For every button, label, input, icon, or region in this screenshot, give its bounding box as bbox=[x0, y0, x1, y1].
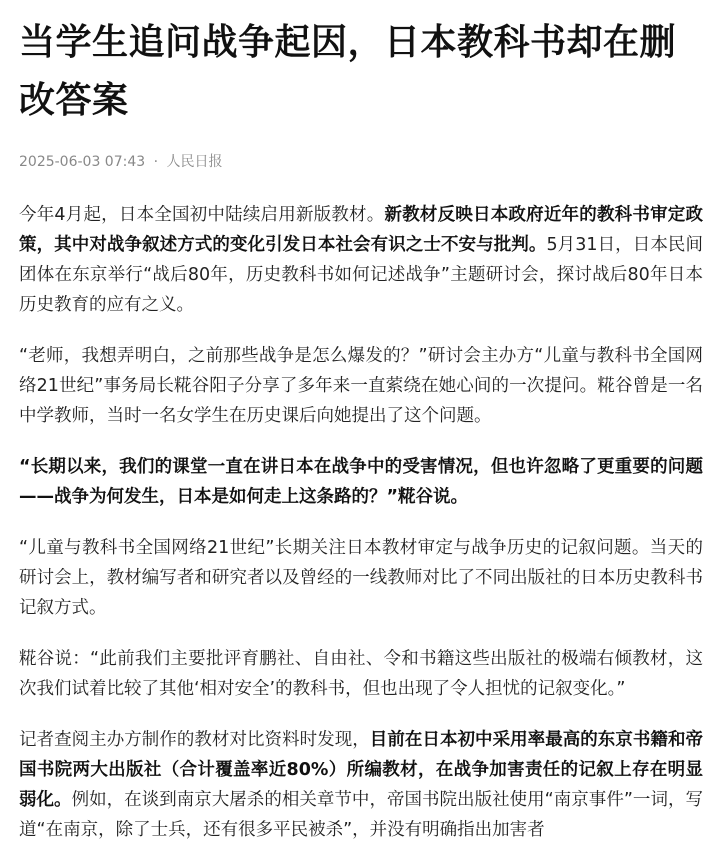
paragraph-2 bbox=[19, 341, 703, 431]
article-title: 当学生追问战争起因，日本教科书却在删改答案 bbox=[19, 22, 677, 121]
paragraph-1 bbox=[19, 200, 703, 320]
paragraph-text: “儿童与教科书全国网络21世纪”长期关注日本教材审定与战争历史的记叙问题。当天的研讨会上，教材编写者和研究者以及曾经的一线教师对比了不同出版社的日本历史教科书记叙方式。 bbox=[19, 538, 703, 618]
paragraph-text: 糀谷说：“此前我们主要批评育鹏社、自由社、令和书籍这些出版社的极端右倾教材，这次我们试着比较了其他‘相对安全’的教科书，但也出现了令人担忧的记叙变化。” bbox=[19, 649, 703, 699]
paragraph-bold-text: 新教材反映日本政府近年的教科书审定政策，其中对战争叙述方式的变化引发日本社会有识之士不安与批判。 bbox=[19, 205, 703, 255]
paragraph-bold-text: 目前在日本初中采用率最高的东京书籍和帝国书院两大出版社（合计覆盖率近80%）所编教材，在战争加害责任的记叙上存在明显弱化。 bbox=[19, 730, 704, 810]
publish-date: 2025-06-03 07:43 bbox=[19, 154, 146, 170]
paragraph-3-quote bbox=[19, 452, 703, 512]
article-body bbox=[19, 200, 703, 845]
paragraph-bold-text: “长期以来，我们的课堂一直在讲日本在战争中的受害情况，但也许忽略了更重要的问题——战争为何发生，日本是如何走上这条路的？”糀谷说。 bbox=[19, 457, 703, 507]
source-name[interactable]: 人民日报 bbox=[166, 154, 223, 170]
paragraph-5 bbox=[19, 644, 703, 704]
meta-separator: · bbox=[153, 154, 159, 170]
article-meta bbox=[19, 152, 703, 172]
paragraph-text: “老师，我想弄明白，之前那些战争是怎么爆发的？”研讨会主办方“儿童与教科书全国网络21世纪”事务局长糀谷阳子分享了多年来一直萦绕在她心间的一次提问。糀谷曾是一名中学教师，当时一名女学生在历史课后向她提出了这个问题。 bbox=[19, 346, 703, 426]
paragraph-text: 例如，在谈到南京大屠杀的相关章节中，帝国书院出版社使用“南京事件”一词，写道“在南京，除了士兵，还有很多平民被杀”，并没有明确指出加害者 bbox=[19, 790, 704, 840]
paragraph-text: 今年4月起，日本全国初中陆续启用新版教材。 bbox=[19, 205, 385, 225]
paragraph-text: 5月31日，日本民间团体在东京举行“战后80年，历史教科书如何记述战争”主题研讨会，探讨战后80年日本历史教育的应有之义。 bbox=[19, 235, 704, 315]
paragraph-text: 记者查阅主办方制作的教材对比资料时发现， bbox=[19, 730, 370, 750]
paragraph-4 bbox=[19, 533, 703, 623]
paragraph-6 bbox=[19, 725, 703, 845]
article bbox=[19, 14, 703, 866]
